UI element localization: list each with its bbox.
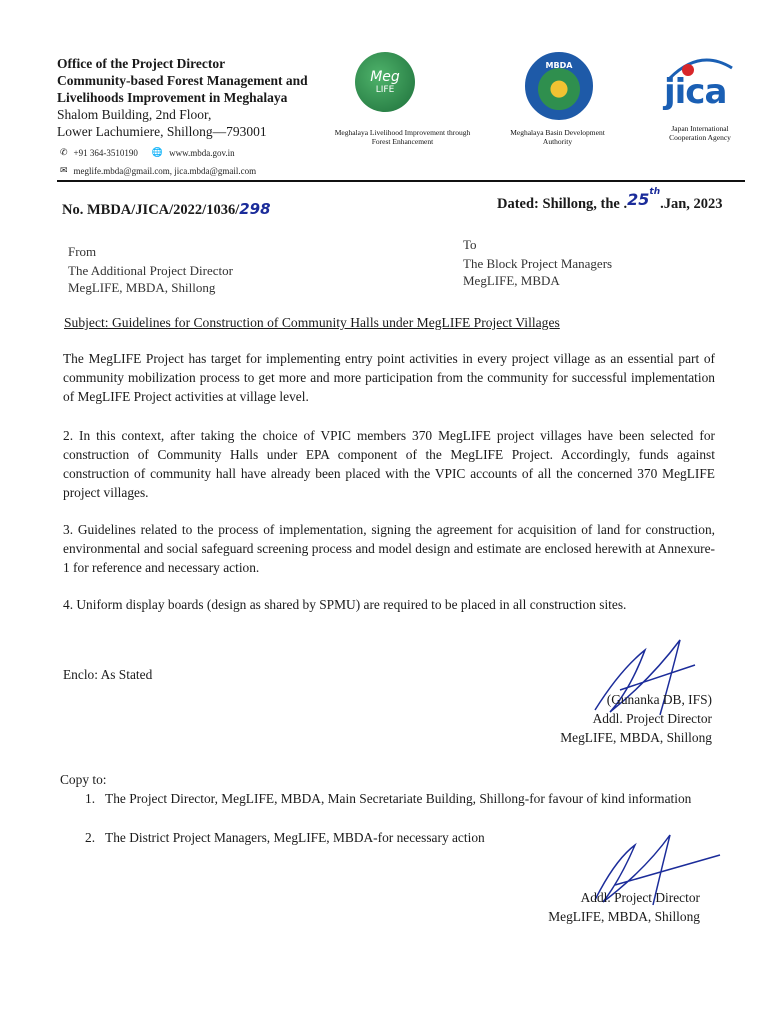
to-block [463,236,612,289]
enclosure-note: Enclo: As Stated [63,667,153,682]
copy-to-label: Copy to: [60,772,107,787]
jica-logo [660,50,740,110]
signatory-name: (Gunanka DB, IFS) [606,692,712,707]
copy-to-number: 2. [85,830,96,845]
office-line: Lower Lachumiere, Shillong—793001 [57,124,267,139]
mbda-caption: Meghalaya Basin Development Authority [510,128,605,146]
envelope-icon: ✉ [60,165,68,175]
email-row [60,165,256,176]
reference-number [62,200,271,219]
phone-number: +91 364-3510190 [73,147,138,158]
to-line: The Block Project Managers [463,256,613,271]
mbda-logo-text: MBDA [545,61,573,70]
body-paragraph-2: 2. In this context, after taking the choice of VPIC members 370 MegLIFE project villages have been selected for construction of Community Halls under EPA component of the MegLIFE Project. Accordingly, funds against construction of community hall have already been placed with the VPIC accounts of all the concerned 370 MegLIFE project villages. [63,428,715,500]
header-divider [57,180,745,182]
office-address-block [57,55,308,140]
copy-to-text: The Project Director, MegLIFE, MBDA, Main Secretariate Building, Shillong-for favour of kind information [105,791,692,806]
letter-date [497,187,723,213]
body-paragraph-3: 3. Guidelines related to the process of implementation, signing the agreement for acquisition of land for construction, environmental and social safeguard screening process and model design and estimate are enclosed herewith at Annexure-1 for reference and necessary action. [63,522,715,575]
signature-block-2 [480,888,700,926]
body-paragraph-4: 4. Uniform display boards (design as shared by SPMU) are required to be placed in all construction sites. [63,597,627,612]
from-line: MegLIFE, MBDA, Shillong [68,280,216,295]
office-line: Livelihoods Improvement in Meghalaya [57,90,288,105]
to-line: MegLIFE, MBDA [463,273,560,288]
date-day: 25 [627,190,650,209]
copy-to-item [85,789,717,808]
from-line: The Additional Project Director [68,263,233,278]
signatory-title: Addl. Project Director [580,890,700,905]
copy-to-text: The District Project Managers, MegLIFE, MBDA-for necessary action [105,830,485,845]
from-block [68,243,233,296]
office-line: Office of the Project Director [57,56,226,71]
meglife-caption: Meghalaya Livelihood Improvement through Forest Enhancement [334,128,471,146]
signatory-office: MegLIFE, MBDA, Shillong [548,909,700,924]
jica-logo-text: jica [664,72,727,112]
email-address[interactable]: meglife.mbda@gmail.com, jica.mbda@gmail.com [73,165,257,176]
signature-block-1 [480,690,712,747]
copy-to-number: 1. [85,791,96,806]
meglife-logo [355,52,415,112]
website-link[interactable]: www.mbda.gov.in [169,147,235,158]
contact-row [60,147,235,158]
office-line: Community-based Forest Management and [57,73,308,88]
date-suffix: th [649,187,661,198]
office-line: Shalom Building, 2nd Floor, [57,107,212,122]
phone-icon: ✆ [60,147,68,157]
reference-handwritten: 298 [239,200,271,218]
signatory-title: Addl. Project Director [592,711,712,726]
subject-line: Subject: Guidelines for Construction of Community Halls under MegLIFE Project Villages [64,315,560,330]
body-paragraph-1: The MegLIFE Project has target for implementing entry point activities in every project village as an essential part of community mobilization process to get more and more participation from the community for successful implementation of MegLIFE Project activities at village level. [63,351,715,404]
signatory-office: MegLIFE, MBDA, Shillong [560,730,712,745]
meglife-logo-subtext: LIFE [375,85,395,95]
meglife-logo-text: Meg [370,69,400,85]
jica-caption: Japan International Cooperation Agency [669,124,731,142]
globe-icon: 🌐 [151,147,164,157]
reference-label: No. MBDA/JICA/2022/1036/ [62,202,240,218]
date-prefix: Dated: Shillong, the . [497,196,628,212]
from-label: From [68,244,97,259]
to-label: To [463,237,477,252]
mbda-logo [525,52,593,120]
date-rest: .Jan, 2023 [660,196,723,212]
